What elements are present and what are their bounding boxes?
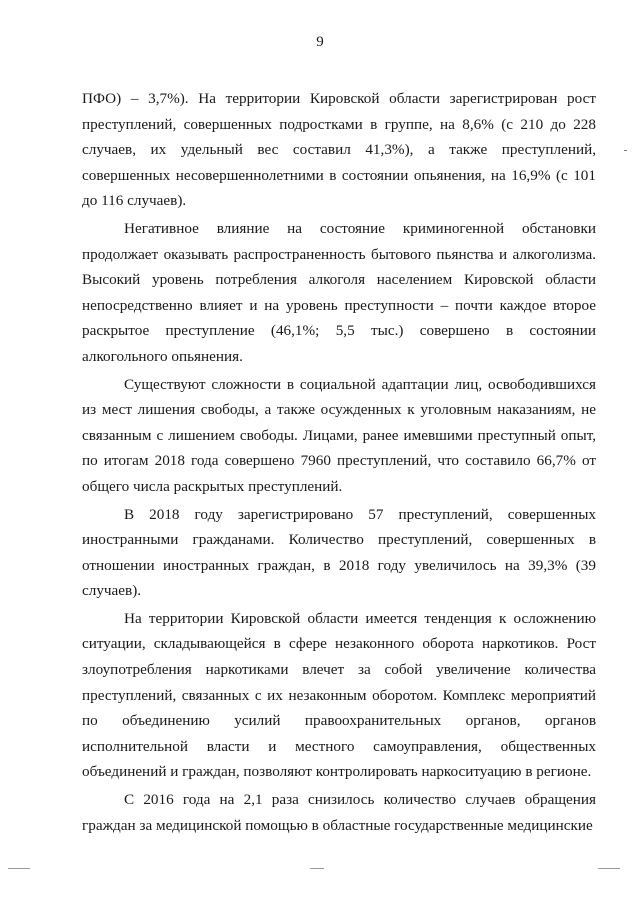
paragraph-3: Существуют сложности в социальной адаптации лиц, освободившихся из мест лишения свободы, а также осужденных к уголовным наказаниям, не связанным с лишением свободы. Лицами, ранее имевшими преступный опыт, по итогам 2018 года совершено 7960 преступлений, что составило 66,7% от общего числа раскрытых преступлений. [82, 375, 596, 495]
paragraph-4: В 2018 году зарегистрировано 57 преступлений, совершенных иностранными гражданами. Количество преступлений, совершенных в отношении иностранных граждан, в 2018 году увеличилось на 39,3% (39 случаев). [82, 505, 596, 600]
scan-dot [624, 150, 627, 151]
paragraph-6: С 2016 года на 2,1 раза снизилось количество случаев обращения граждан за медицинской помощью в областные государственные медицинские [82, 791, 596, 834]
page-number: 9 [316, 34, 324, 50]
scan-mark-right [598, 868, 620, 869]
paragraph-2: Негативное влияние на состояние криминогенной обстановки продолжает оказывать распространенность бытового пьянства и алкоголизма. Высокий уровень потребления алкоголя населением Кировской области непосредственно влияет и на уровень преступности – почти каждое второе раскрытое преступление (46,1%; 5,5 тыс.) совершено в состоянии алкогольного опьянения. [82, 219, 596, 365]
paragraph-1: ПФО) – 3,7%). На территории Кировской области зарегистрирован рост преступлений, совершенных подростками в группе, на 8,6% (с 210 до 228 случаев, их удельный вес составил 41,3%), а также преступлений, совершенных несовершеннолетними в состоянии опьянения, на 16,9% (с 101 до 116 случаев). [82, 90, 596, 210]
scan-mark-left [8, 868, 30, 869]
paragraph-5: На территории Кировской области имеется тенденция к осложнению ситуации, складывающейся в сфере незаконного оборота наркотиков. Рост злоупотребления наркотиками влечет за собой увеличение количества преступлений, связанных с их незаконным оборотом. Комплекс мероприятий по объединению усилий правоохранительных органов, органов исполнительной власти и местного самоуправления, общественных объединений и граждан, позволяют контролировать наркоситуацию в регионе. [82, 609, 596, 781]
document-body [82, 86, 596, 840]
scan-mark-center [310, 868, 324, 869]
